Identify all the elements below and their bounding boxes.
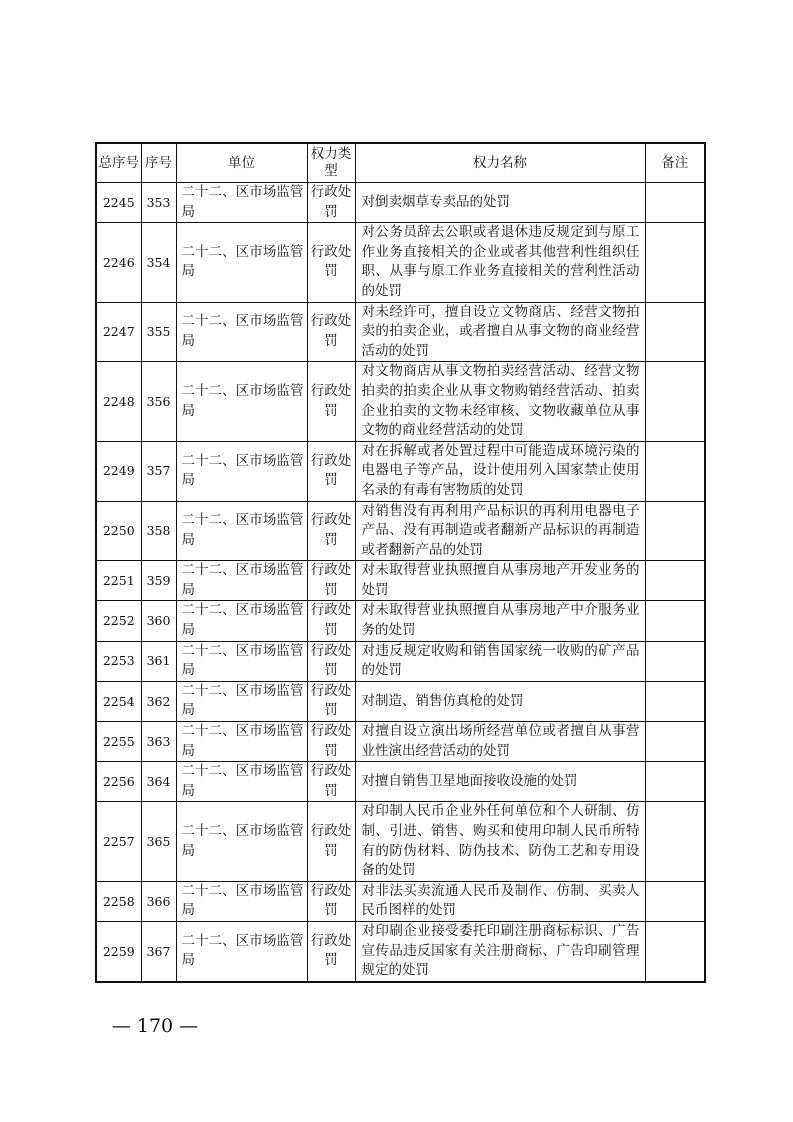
cell-unit: 二十二、区市场监管局 (176, 762, 307, 802)
cell-remarks (645, 722, 705, 762)
header-power-type: 权力类型 (307, 143, 355, 183)
table-row (96, 601, 705, 641)
cell-power-name: 对制造、销售仿真枪的处罚 (355, 681, 645, 721)
table-row (96, 722, 705, 762)
cell-seq-no: 362 (141, 681, 176, 721)
cell-power-name: 对擅自销售卫星地面接收设施的处罚 (355, 762, 645, 802)
cell-unit: 二十二、区市场监管局 (176, 881, 307, 921)
cell-power-type: 行政处罚 (307, 561, 355, 601)
cell-total-no: 2255 (96, 722, 141, 762)
table-body (96, 183, 705, 982)
cell-power-name: 对倒卖烟草专卖品的处罚 (355, 183, 645, 223)
table-row (96, 641, 705, 681)
cell-seq-no: 356 (141, 362, 176, 441)
header-remarks: 备注 (645, 143, 705, 183)
cell-power-name: 对印刷企业接受委托印刷注册商标标识、广告宣传品违反国家有关注册商标、广告印刷管理规定的处罚 (355, 921, 645, 981)
cell-unit: 二十二、区市场监管局 (176, 223, 307, 302)
cell-power-type: 行政处罚 (307, 302, 355, 362)
cell-remarks (645, 183, 705, 223)
cell-power-type: 行政处罚 (307, 881, 355, 921)
cell-power-name: 对未取得营业执照擅自从事房地产中介服务业务的处罚 (355, 601, 645, 641)
cell-unit: 二十二、区市场监管局 (176, 921, 307, 981)
header-seq-no: 序号 (141, 143, 176, 183)
page-number: — 170 — (111, 1015, 199, 1037)
cell-power-name: 对非法买卖流通人民币及制作、仿制、买卖人民币图样的处罚 (355, 881, 645, 921)
cell-unit: 二十二、区市场监管局 (176, 681, 307, 721)
cell-remarks (645, 223, 705, 302)
cell-unit: 二十二、区市场监管局 (176, 802, 307, 881)
cell-remarks (645, 802, 705, 881)
table-row (96, 802, 705, 881)
cell-power-type: 行政处罚 (307, 362, 355, 441)
cell-total-no: 2248 (96, 362, 141, 441)
cell-seq-no: 361 (141, 641, 176, 681)
cell-total-no: 2253 (96, 641, 141, 681)
cell-total-no: 2251 (96, 561, 141, 601)
header-total-no: 总序号 (96, 143, 141, 183)
cell-remarks (645, 881, 705, 921)
cell-power-name: 对违反规定收购和销售国家统一收购的矿产品的处罚 (355, 641, 645, 681)
cell-unit: 二十二、区市场监管局 (176, 302, 307, 362)
cell-remarks (645, 501, 705, 561)
cell-power-name: 对在拆解或者处置过程中可能造成环境污染的电器电子等产品，设计使用列入国家禁止使用名录的有毒有害物质的处罚 (355, 441, 645, 501)
table-row (96, 441, 705, 501)
cell-power-name: 对未经许可，擅自设立文物商店、经营文物拍卖的拍卖企业，或者擅自从事文物的商业经营活动的处罚 (355, 302, 645, 362)
table-row (96, 762, 705, 802)
cell-total-no: 2246 (96, 223, 141, 302)
cell-seq-no: 359 (141, 561, 176, 601)
cell-total-no: 2245 (96, 183, 141, 223)
cell-remarks (645, 601, 705, 641)
cell-remarks (645, 681, 705, 721)
cell-seq-no: 363 (141, 722, 176, 762)
cell-seq-no: 355 (141, 302, 176, 362)
cell-power-name: 对擅自设立演出场所经营单位或者擅自从事营业性演出经营活动的处罚 (355, 722, 645, 762)
table-row (96, 681, 705, 721)
cell-power-name: 对公务员辞去公职或者退休违反规定到与原工作业务直接相关的企业或者其他营利性组织任职、从事与原工作业务直接相关的营利性活动的处罚 (355, 223, 645, 302)
table-row (96, 302, 705, 362)
cell-total-no: 2247 (96, 302, 141, 362)
cell-unit: 二十二、区市场监管局 (176, 722, 307, 762)
cell-power-type: 行政处罚 (307, 921, 355, 981)
cell-unit: 二十二、区市场监管局 (176, 441, 307, 501)
cell-power-name: 对销售没有再利用产品标识的再利用电器电子产品、没有再制造或者翻新产品标识的再制造或者翻新产品的处罚 (355, 501, 645, 561)
cell-seq-no: 353 (141, 183, 176, 223)
table-row (96, 183, 705, 223)
cell-remarks (645, 762, 705, 802)
power-list-table (95, 142, 706, 983)
cell-unit: 二十二、区市场监管局 (176, 641, 307, 681)
cell-power-type: 行政处罚 (307, 681, 355, 721)
cell-total-no: 2257 (96, 802, 141, 881)
cell-total-no: 2259 (96, 921, 141, 981)
cell-seq-no: 357 (141, 441, 176, 501)
cell-remarks (645, 302, 705, 362)
cell-unit: 二十二、区市场监管局 (176, 561, 307, 601)
cell-remarks (645, 921, 705, 981)
cell-power-name: 对印制人民币企业外任何单位和个人研制、仿制、引进、销售、购买和使用印制人民币所特有的防伪材料、防伪技术、防伪工艺和专用设备的处罚 (355, 802, 645, 881)
cell-unit: 二十二、区市场监管局 (176, 362, 307, 441)
table-row (96, 921, 705, 981)
cell-unit: 二十二、区市场监管局 (176, 501, 307, 561)
cell-seq-no: 365 (141, 802, 176, 881)
cell-power-type: 行政处罚 (307, 441, 355, 501)
cell-power-name: 对未取得营业执照擅自从事房地产开发业务的处罚 (355, 561, 645, 601)
cell-seq-no: 364 (141, 762, 176, 802)
cell-remarks (645, 441, 705, 501)
table-row (96, 223, 705, 302)
cell-total-no: 2252 (96, 601, 141, 641)
table-row (96, 561, 705, 601)
table-row (96, 881, 705, 921)
cell-power-type: 行政处罚 (307, 802, 355, 881)
header-power-name: 权力名称 (355, 143, 645, 183)
cell-total-no: 2258 (96, 881, 141, 921)
table-header-row (96, 143, 705, 183)
table-row (96, 501, 705, 561)
cell-total-no: 2254 (96, 681, 141, 721)
cell-power-type: 行政处罚 (307, 501, 355, 561)
cell-power-type: 行政处罚 (307, 183, 355, 223)
cell-power-type: 行政处罚 (307, 223, 355, 302)
cell-seq-no: 358 (141, 501, 176, 561)
cell-remarks (645, 561, 705, 601)
cell-seq-no: 367 (141, 921, 176, 981)
cell-power-type: 行政处罚 (307, 641, 355, 681)
cell-power-name: 对文物商店从事文物拍卖经营活动、经营文物拍卖的拍卖企业从事文物购销经营活动、拍卖企业拍卖的文物未经审核、文物收藏单位从事文物的商业经营活动的处罚 (355, 362, 645, 441)
cell-seq-no: 366 (141, 881, 176, 921)
cell-power-type: 行政处罚 (307, 762, 355, 802)
cell-unit: 二十二、区市场监管局 (176, 601, 307, 641)
cell-total-no: 2249 (96, 441, 141, 501)
cell-unit: 二十二、区市场监管局 (176, 183, 307, 223)
header-unit: 单位 (176, 143, 307, 183)
cell-total-no: 2256 (96, 762, 141, 802)
table-row (96, 362, 705, 441)
cell-total-no: 2250 (96, 501, 141, 561)
cell-remarks (645, 641, 705, 681)
cell-seq-no: 354 (141, 223, 176, 302)
cell-remarks (645, 362, 705, 441)
cell-power-type: 行政处罚 (307, 601, 355, 641)
cell-power-type: 行政处罚 (307, 722, 355, 762)
cell-seq-no: 360 (141, 601, 176, 641)
